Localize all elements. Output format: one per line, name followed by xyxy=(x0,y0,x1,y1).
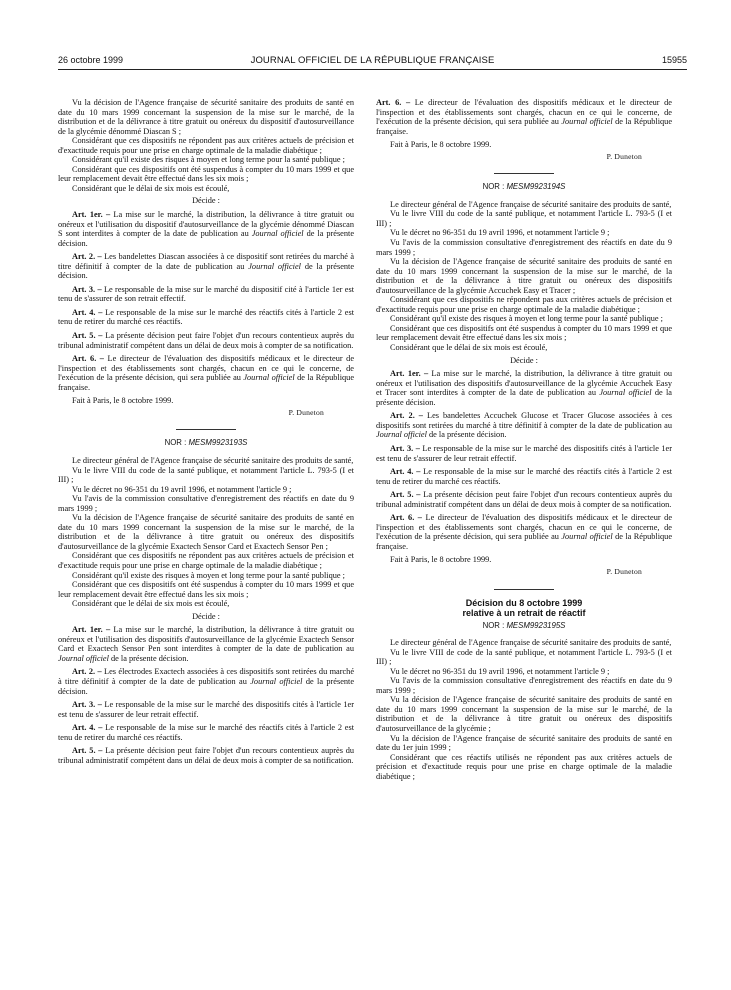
header-journal-title: JOURNAL OFFICIEL DE LA RÉPUBLIQUE FRANÇAISE xyxy=(250,55,495,66)
article: Art. 6. – Le directeur de l'évaluation des dispositifs médicaux et le directeur de l'inspection et des établissements sont chargés, chacun en ce qui le concerne, de l'exécution de la présente décision, qui sera publiée au Journal officiel de la République française. xyxy=(376,98,672,136)
article: Art. 1er. – La mise sur le marché, la distribution, la délivrance à titre gratuit ou onéreux et l'utilisation des dispositifs d'autosurveillance de la glycémie Exactech Sensor Card et Exactech Sensor Pen sont interdites à compter de la date de publication au Journal officiel de la présente décision. xyxy=(58,625,354,663)
paragraph: Vu la décision de l'Agence française de sécurité sanitaire des produits de santé en date du 10 mars 1999 concernant la suspension de la mise sur le marché, de la distribution et de la délivrance à titre gratuit ou onéreux du dispositif d'autosurveillance de la glycémie dénommé Diascan S ; xyxy=(58,98,354,136)
paragraph: Considérant que ces dispositifs ne répondent pas aux critères actuels de précision et d'exactitude requis pour une prise en charge optimale de la maladie diabétique ; xyxy=(58,551,354,570)
article: Art. 4. – Le responsable de la mise sur le marché des réactifs cités à l'article 2 est tenu de retirer du marché ces réactifs. xyxy=(58,723,354,742)
paragraph: Considérant qu'il existe des risques à moyen et long terme pour la santé publique ; xyxy=(72,155,345,165)
article: Art. 1er. – La mise sur le marché, la distribution, la délivrance à titre gratuit ou onéreux et l'utilisation du dispositif d'autosurveillance de la glycémie dénommé Diascan S sont interdites à compter de la date de publication au Journal officiel de la présente décision. xyxy=(58,210,355,248)
paragraph: Vu le livre VIII du code de la santé publique, et notamment l'article L. 793-5 (I et III) ; xyxy=(376,209,672,228)
nor-reference: NOR : MESM9923193S xyxy=(164,438,248,448)
paragraph: Vu l'avis de la commission consultative d'enregistrement des réactifs en date du 9 mars 1999 ; xyxy=(376,238,672,257)
article: Art. 1er. – La mise sur le marché, la distribution, la délivrance à titre gratuit ou onéreux et l'utilisation des dispositifs d'autosurveillance de la glycémie Accuchek Easy et Tracer sont interdites à compter de la date de publication au Journal officiel de la présente décision. xyxy=(376,369,672,407)
left-articles-2 xyxy=(58,625,354,765)
paragraph: Vu le livre VIII du code de la santé publique, et notamment l'article L. 793-5 (I et III) ; xyxy=(58,465,354,485)
article: Art. 2. – Les bandelettes Diascan associées à ce dispositif sont retirées du marché à titre définitif à compter de la date de publication au Journal officiel de la présente décision. xyxy=(58,252,355,281)
paragraph: Considérant que ces dispositifs ne répondent pas aux critères actuels de précision et d'exactitude requis pour une prise en charge optimale de la maladie diabétique ; xyxy=(376,295,672,314)
section-divider xyxy=(494,173,554,174)
paragraph: Le directeur général de l'Agence française de sécurité sanitaire des produits de santé, xyxy=(390,199,672,209)
signature: P. Duneton xyxy=(606,566,642,576)
paragraph: Considérant que le délai de six mois est écoulé, xyxy=(72,183,230,193)
paragraph: Vu le décret no 96-351 du 19 avril 1996, et notamment l'article 9 ; xyxy=(390,228,610,238)
right-articles xyxy=(376,369,672,551)
decide-heading: Décide : xyxy=(192,196,220,206)
paragraph: Considérant qu'il existe des risques à moyen et long terme pour la santé publique ; xyxy=(72,570,345,580)
article: Art. 6. – Le directeur de l'évaluation des dispositifs médicaux et le directeur de l'inspection et des établissements sont chargés, chacun en ce qui le concerne, de l'exécution de la présente décision, qui sera publiée au Journal officiel de la République française. xyxy=(376,513,673,551)
article: Art. 5. – La présente décision peut faire l'objet d'un recours contentieux auprès du tribunal administratif compétent dans un délai de deux mois à compter de sa notification. xyxy=(58,746,355,765)
signature: P. Duneton xyxy=(606,151,642,161)
paragraph: Vu le livre VIII de code de la santé publique, et notamment l'article L. 793-5 (I et III) ; xyxy=(376,647,672,667)
paragraph: Considérant que le délai de six mois est écoulé, xyxy=(390,343,548,353)
signature: P. Duneton xyxy=(288,407,324,417)
right-column xyxy=(376,98,672,781)
header-page-number: 15955 xyxy=(661,55,687,65)
left-intro xyxy=(58,98,354,193)
paragraph: Vu le décret no 96-351 du 19 avril 1996, et notamment l'article 9 ; xyxy=(72,484,292,494)
paragraph: Vu la décision de l'Agence française de sécurité sanitaire des produits de santé en date du 1er juin 1999 ; xyxy=(376,733,672,753)
paragraph: Le directeur général de l'Agence française de sécurité sanitaire des produits de santé, xyxy=(72,455,354,465)
article: Art. 3. – Le responsable de la mise sur le marché des dispositifs cités à l'article 1er est tenu de s'assurer de leur retrait effectif. xyxy=(376,443,672,463)
done-at-paris: Fait à Paris, le 8 octobre 1999. xyxy=(390,140,492,150)
done-at-paris: Fait à Paris, le 8 octobre 1999. xyxy=(390,555,492,565)
article: Art. 3. – Le responsable de la mise sur le marché du dispositif cité à l'article 1er est tenu de s'assurer de son retrait effectif. xyxy=(58,284,355,304)
paragraph: Considérant que ces réactifs utilisés ne répondent pas aux critères actuels de précision et d'exactitude requis pour une prise en charge optimale de la maladie diabétique ; xyxy=(376,752,672,781)
paragraph: Considérant qu'il existe des risques à moyen et long terme pour la santé publique ; xyxy=(390,314,663,324)
paragraph: Vu la décision de l'Agence française de sécurité sanitaire des produits de santé en date du 10 mars 1999 concernant la suspension de la mise sur le marché, de la distribution et de la délivrance à titre gratuit ou onéreux des dispositifs d'autosurveillance de la glycémie Accuchek Easy et Tracer ; xyxy=(376,257,672,295)
paragraph: Considérant que le délai de six mois est écoulé, xyxy=(72,599,230,609)
decide-heading: Décide : xyxy=(192,611,220,621)
right-intro-2 xyxy=(376,638,672,781)
article: Art. 2. – Les électrodes Exactech associées à ces dispositifs sont retirées du marché à titre définitif à compter de la date de publication au Journal officiel de la présente décision. xyxy=(58,667,355,696)
article: Art. 5. – La présente décision peut faire l'objet d'un recours contentieux auprès du tribunal administratif compétent dans un délai de deux mois à compter de sa notification. xyxy=(376,490,673,509)
article: Art. 5. – La présente décision peut faire l'objet d'un recours contentieux auprès du tribunal administratif compétent dans un délai de deux mois à compter de sa notification. xyxy=(58,331,355,350)
paragraph: Vu la décision de l'Agence française de sécurité sanitaire des produits de santé en date du 10 mars 1999 concernant la suspension de la mise sur le marché, de la distribution et de la délivrance à titre gratuit ou onéreux des dispositifs d'autosurveillance de la glycémie ; xyxy=(376,695,672,733)
left-intro-2 xyxy=(58,456,354,609)
paragraph: Considérant que ces dispositifs ne répondent pas aux critères actuels de précision et d'exactitude requis pour une prise en charge optimale de la maladie diabétique ; xyxy=(58,136,354,155)
right-articles-0 xyxy=(376,98,672,136)
left-articles xyxy=(58,210,354,392)
paragraph: Vu le décret no 96-351 du 19 avril 1996, et notamment l'article 9 ; xyxy=(390,666,610,676)
decide-heading: Décide : xyxy=(510,355,538,365)
article: Art. 4. – Le responsable de la mise sur le marché des réactifs cités à l'article 2 est tenu de retirer du marché ces réactifs. xyxy=(58,307,354,327)
paragraph: Considérant que ces dispositifs ont été suspendus à compter du 10 mars 1999 et que leur remplacement devait être effectué dans les six mois ; xyxy=(58,580,354,599)
paragraph: Considérant que ces dispositifs ont été suspendus à compter du 10 mars 1999 et que leur remplacement devait être effectué dans les six mois ; xyxy=(58,164,354,184)
paragraph: Vu l'avis de la commission consultative d'enregistrement des réactifs en date du 9 mars 1999 ; xyxy=(376,676,672,695)
nor-reference: NOR : MESM9923194S xyxy=(482,182,566,192)
page-header xyxy=(58,55,687,70)
header-date: 26 octobre 1999 xyxy=(58,55,124,65)
section-divider xyxy=(494,589,554,590)
paragraph: Le directeur général de l'Agence française de sécurité sanitaire des produits de santé, xyxy=(390,638,672,648)
paragraph: Considérant que ces dispositifs ont été suspendus à compter du 10 mars 1999 et que leur remplacement devait être effectué dans les six mois ; xyxy=(376,323,672,343)
nor-reference: NOR : MESM9923195S xyxy=(482,620,566,630)
done-at-paris: Fait à Paris, le 8 octobre 1999. xyxy=(72,396,174,406)
paragraph: Vu la décision de l'Agence française de sécurité sanitaire des produits de santé en date du 10 mars 1999 concernant la suspension de la mise sur le marché, de la distribution et de la délivrance à titre gratuit ou onéreux des dispositifs d'autosurveillance de la glycémie Exactech Sensor Card et Exactech Sensor Pen ; xyxy=(58,513,354,551)
paragraph: Vu l'avis de la commission consultative d'enregistrement des réactifs en date du 9 mars 1999 ; xyxy=(58,494,354,513)
article: Art. 3. – Le responsable de la mise sur le marché des dispositifs cités à l'article 1er est tenu de s'assurer de leur retrait effectif. xyxy=(58,700,354,719)
right-intro xyxy=(376,200,672,353)
article: Art. 2. – Les bandelettes Accuchek Glucose et Tracer Glucose associées à ces dispositifs sont retirées du marché à titre définitif à compter de la date de publication au Journal officiel de la présente décision. xyxy=(376,411,673,440)
left-column xyxy=(58,98,354,765)
article: Art. 6. – Le directeur de l'évaluation des dispositifs médicaux et le directeur de l'inspection et des établissements sont chargés, chacun en ce qui le concerne, de l'exécution de la présente décision, qui sera publiée au Journal officiel de la République française. xyxy=(58,354,355,392)
article: Art. 4. – Le responsable de la mise sur le marché des réactifs cités à l'article 2 est tenu de retirer du marché ces réactifs. xyxy=(376,467,672,486)
decision-title: Décision du 8 octobre 1999 relative à un retrait de réactif xyxy=(462,597,586,619)
section-divider xyxy=(176,429,236,430)
